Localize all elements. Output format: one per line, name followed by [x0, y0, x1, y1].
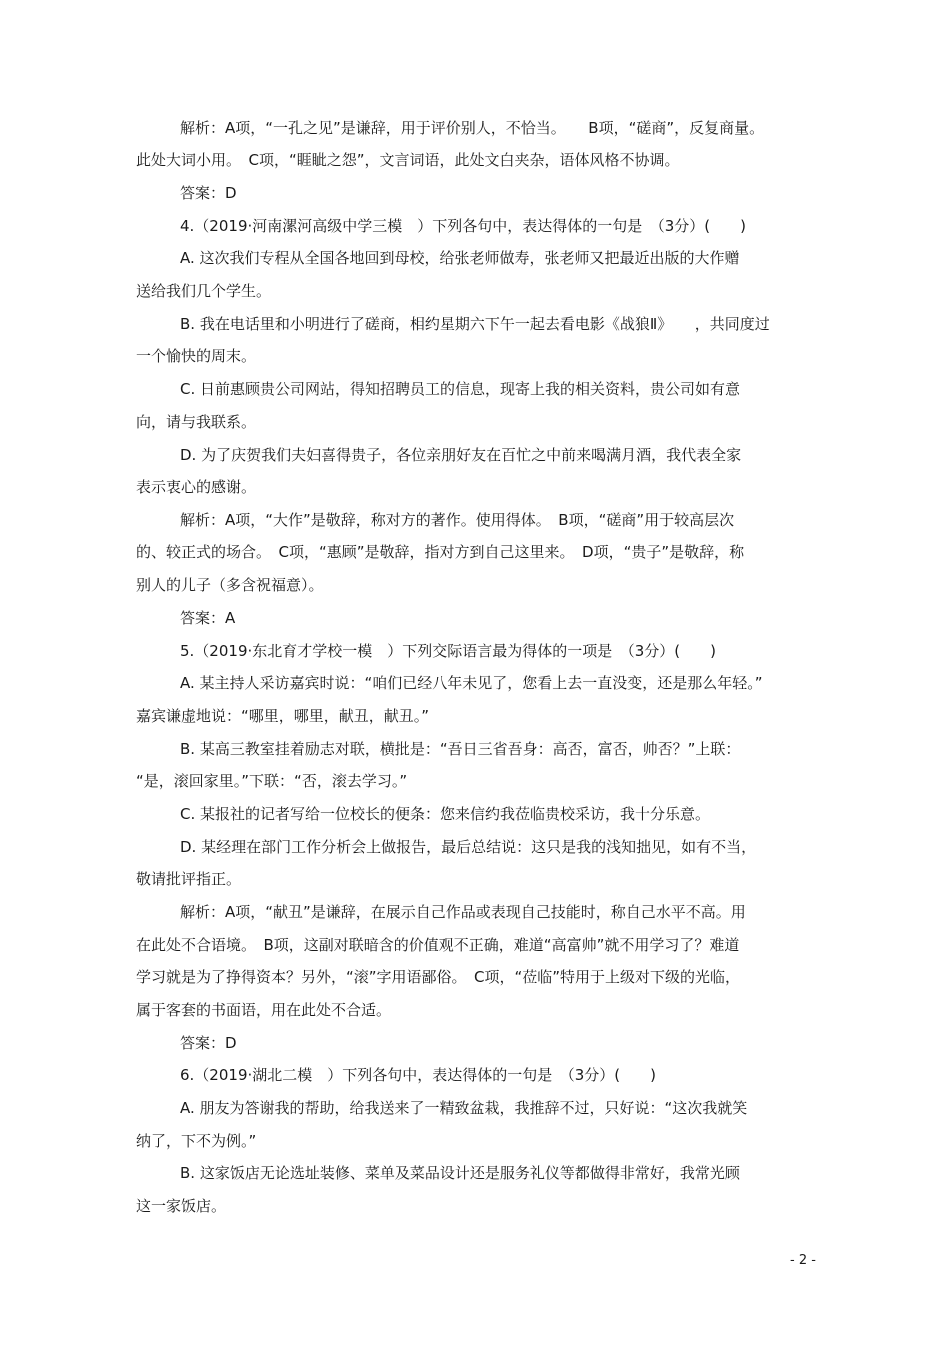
q6-option-a-line-2: 纳了，下不为例。” — [136, 1132, 257, 1150]
answer-3: 答案：D — [180, 184, 237, 202]
page-number: - 2 - — [790, 1253, 816, 1268]
analysis-3-line-1: 解析：A项，“一孔之见”是谦辞，用于评价别人，不恰当。 B项，“磋商”，反复商量。 — [180, 119, 765, 137]
question-6-stem: 6.（2019·湖北二模 ）下列各句中，表达得体的一句是 （3分）( ) — [180, 1066, 657, 1084]
answer-4: 答案：A — [180, 609, 236, 627]
q4-option-b-line-2: 一个愉快的周末。 — [136, 347, 257, 365]
q6-option-a-line-1: A. 朋友为答谢我的帮助，给我送来了一精致盆栽，我推辞不过，只好说：“这次我就笑 — [180, 1099, 748, 1117]
q4-option-c-line-1: C. 日前惠顾贵公司网站，得知招聘员工的信息，现寄上我的相关资料，贵公司如有意 — [180, 380, 741, 398]
analysis-4-line-3: 别人的儿子（多含祝福意）。 — [136, 576, 324, 594]
q4-option-a-line-2: 送给我们几个学生。 — [136, 282, 272, 300]
q6-option-b-line-2: 这一家饭店。 — [136, 1197, 227, 1215]
q4-option-b-line-1: B. 我在电话里和小明进行了磋商，相约星期六下午一起去看电影《战狼Ⅱ》 ，共同度过 — [180, 315, 770, 333]
q4-option-d-line-1: D. 为了庆贺我们夫妇喜得贵子，各位亲朋好友在百忙之中前来喝满月酒，我代表全家 — [180, 446, 742, 464]
q5-option-d-line-1: D. 某经理在部门工作分析会上做报告，最后总结说：这只是我的浅知拙见，如有不当， — [180, 838, 757, 856]
analysis-5-line-2: 在此处不合语境。 B项，这副对联暗含的价值观不正确，难道“高富帅”就不用学习了？难道 — [136, 936, 740, 954]
analysis-4-line-1: 解析：A项，“大作”是敬辞，称对方的著作。使用得体。 B项，“磋商”用于较高层次 — [180, 511, 735, 529]
q5-option-c: C. 某报社的记者写给一位校长的便条：您来信约我莅临贵校采访，我十分乐意。 — [180, 805, 711, 823]
q5-option-a-line-1: A. 某主持人采访嘉宾时说：“咱们已经八年未见了，您看上去一直没变，还是那么年轻。” — [180, 674, 763, 692]
analysis-3-line-2: 此处大词小用。 C项，“睚眦之怨”，文言词语，此处文白夹杂，语体风格不协调。 — [136, 151, 680, 169]
q4-option-d-line-2: 表示衷心的感谢。 — [136, 478, 257, 496]
question-4-stem: 4.（2019·河南漯河高级中学三模 ）下列各句中，表达得体的一句是 （3分）( ) — [180, 217, 747, 235]
question-5-stem: 5.（2019·东北育才学校一模 ）下列交际语言最为得体的一项是 （3分）( ) — [180, 642, 717, 660]
q5-option-b-line-1: B. 某高三教室挂着励志对联，横批是：“吾日三省吾身：高否，富否，帅否？”上联： — [180, 740, 741, 758]
answer-5: 答案：D — [180, 1034, 237, 1052]
q5-option-d-line-2: 敬请批评指正。 — [136, 870, 242, 888]
q5-option-b-line-2: “是，滚回家里。”下联：“否，滚去学习。” — [136, 772, 408, 790]
q6-option-b-line-1: B. 这家饭店无论选址装修、菜单及菜品设计还是服务礼仪等都做得非常好，我常光顾 — [180, 1164, 740, 1182]
analysis-5-line-4: 属于客套的书面语，用在此处不合适。 — [136, 1001, 392, 1019]
analysis-5-line-3: 学习就是为了挣得资本？另外，“滚”字用语鄙俗。 C项，“莅临”特用于上级对下级的光临， — [136, 968, 741, 986]
q4-option-c-line-2: 向，请与我联系。 — [136, 413, 257, 431]
analysis-5-line-1: 解析：A项，“献丑”是谦辞，在展示自己作品或表现自己技能时，称自己水平不高。用 — [180, 903, 746, 921]
q4-option-a-line-1: A. 这次我们专程从全国各地回到母校，给张老师做寿，张老师又把最近出版的大作赠 — [180, 249, 740, 267]
q5-option-a-line-2: 嘉宾谦虚地说：“哪里，哪里，献丑，献丑。” — [136, 707, 430, 725]
analysis-4-line-2: 的、较正式的场合。 C项，“惠顾”是敬辞，指对方到自己这里来。 D项，“贵子”是敬辞，称 — [136, 543, 745, 561]
